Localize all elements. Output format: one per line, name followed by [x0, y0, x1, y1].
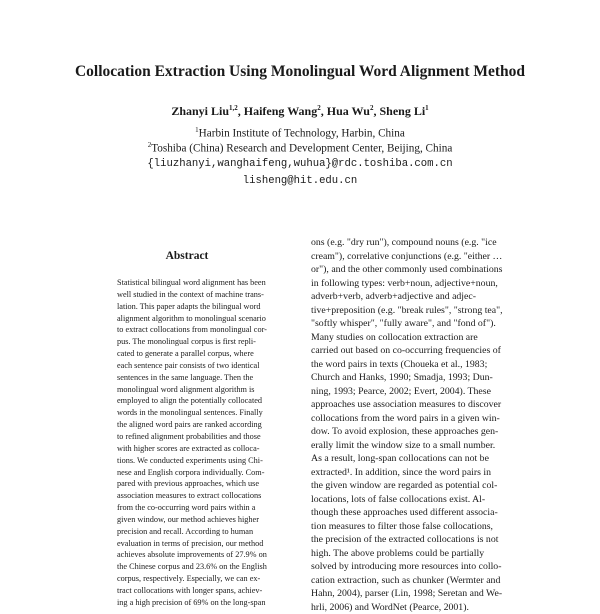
affiliation-text: Harbin Institute of Technology, Harbin, China — [199, 128, 405, 140]
body-text-line: hrli, 2006) and WordNet (Pearce, 2001). — [311, 601, 483, 614]
abstract-line: words in the monolingual sentences. Finally — [117, 407, 279, 419]
abstract-line: monolingual word alignment algorithm is — [117, 384, 279, 396]
abstract-line: the Chinese corpus and 23.6% on the English — [117, 561, 279, 573]
body-text-line: extracted¹. In addition, since the word pairs in — [311, 466, 483, 480]
author-affiliation-marker: 1 — [425, 104, 429, 112]
body-text-line: approaches use association measures to discover — [311, 398, 483, 412]
body-text-line: the given window are regarded as potential col- — [311, 479, 483, 493]
author-affiliation-marker: 2 — [370, 104, 374, 112]
abstract-line: ing a high precision of 69% on the long-span — [117, 597, 279, 609]
body-text-line: cream"), correlative conjunctions (e.g. "either … — [311, 250, 483, 264]
abstract-line: each sentence pair consists of two identical — [117, 360, 279, 372]
affiliation-text: Toshiba (China) Research and Development Center, Beijing, China — [151, 143, 452, 155]
body-text-line: ning, 1993; Pearce, 2002; Evert, 2004). These — [311, 385, 483, 399]
body-text-line: carried out based on co-occurring frequencies of — [311, 344, 483, 358]
affiliation-marker: 2 — [148, 141, 152, 149]
abstract-line: achieves absolute improvements of 27.9% on — [117, 549, 279, 561]
author-name: Zhanyi Liu — [171, 104, 229, 118]
body-text-line: the word pairs in texts (Choueka et al., 1983; — [311, 358, 483, 372]
abstract-line: precision and recall. According to human — [117, 526, 279, 538]
paper-title: Collocation Extraction Using Monolingual Word Alignment Method — [0, 63, 600, 81]
abstract-line: from the co-occurring word pairs within a — [117, 502, 279, 514]
body-text-line: high. The above problems could be partially — [311, 547, 483, 561]
body-text-line: solved by introducing more resources into collo- — [311, 560, 483, 574]
email-line: lisheng@hit.edu.cn — [0, 175, 600, 187]
body-text-line: collocations from the word pairs in a given win- — [311, 412, 483, 426]
body-text-line: locations, lots of false collocations exist. Al- — [311, 493, 483, 507]
author-affiliation-marker: 1,2 — [229, 104, 238, 112]
abstract-heading: Abstract — [132, 250, 242, 262]
abstract-line: the aligned word pairs are ranked according — [117, 419, 279, 431]
body-text-line: erally limit the window size to a small number. — [311, 439, 483, 453]
affiliation — [0, 141, 600, 155]
author-list: Zhanyi Liu$^{1,2}$, Haifeng Wang$^2$, Hua Wu$^2$, Sheng Li$^1$ — [0, 104, 600, 119]
abstract-column — [117, 277, 279, 609]
abstract-line: tract collocations with longer spans, achiev- — [117, 585, 279, 597]
body-text-line: Many studies on collocation extraction are — [311, 331, 483, 345]
author-name: Sheng Li — [379, 104, 425, 118]
body-text-line: ons (e.g. "dry run"), compound nouns (e.g. "ice — [311, 236, 483, 250]
body-text-line: As a result, long-span collocations can not be — [311, 452, 483, 466]
body-text-line: the precision of the extracted collocations is not — [311, 533, 483, 547]
abstract-line: nese and English corpora individually. Com- — [117, 467, 279, 479]
abstract-line: evaluation in terms of precision, our method — [117, 538, 279, 550]
abstract-line: given window, our method achieves higher — [117, 514, 279, 526]
abstract-line: tions. We conducted experiments using Chi- — [117, 455, 279, 467]
abstract-line: alignment algorithm to monolingual scenario — [117, 313, 279, 325]
abstract-line: pared with previous approaches, which use — [117, 478, 279, 490]
abstract-line: to extract collocations from monolingual cor- — [117, 324, 279, 336]
body-column — [311, 236, 483, 614]
abstract-line: well studied in the context of machine trans- — [117, 289, 279, 301]
abstract-line: Statistical bilingual word alignment has been — [117, 277, 279, 289]
abstract-line: to refined alignment probabilities and those — [117, 431, 279, 443]
abstract-line: with higher scores are extracted as colloca- — [117, 443, 279, 455]
body-text-line: tion measures to filter those false collocations, — [311, 520, 483, 534]
author-name: Hua Wu — [327, 104, 370, 118]
abstract-line: sentences in the same language. Then the — [117, 372, 279, 384]
body-text-line: tive+preposition (e.g. "break rules", "strong tea", — [311, 304, 483, 318]
abstract-line: lation. This paper adapts the bilingual word — [117, 301, 279, 313]
affiliation — [0, 126, 600, 140]
abstract-line: corpus, respectively. Especially, we can ex- — [117, 573, 279, 585]
body-text-line: though these approaches used different associa- — [311, 506, 483, 520]
body-text-line: "softly whisper", "fully aware", and "fond of"). — [311, 317, 483, 331]
author-name: Haifeng Wang — [244, 104, 317, 118]
abstract-line: pus. The monolingual corpus is first repli- — [117, 336, 279, 348]
abstract-line: employed to align the potentially collocated — [117, 395, 279, 407]
abstract-line: cated to generate a parallel corpus, where — [117, 348, 279, 360]
body-text-line: Church and Hanks, 1990; Smadja, 1993; Dun- — [311, 371, 483, 385]
affiliation-marker: 1 — [195, 126, 199, 134]
body-text-line: Hahn, 2004), parser (Lin, 1998; Seretan and We- — [311, 587, 483, 601]
abstract-line: association measures to extract collocations — [117, 490, 279, 502]
body-text-line: cation extraction, such as chunker (Wermter and — [311, 574, 483, 588]
body-text-line: or"), and the other commonly used combinations — [311, 263, 483, 277]
body-text-line: dow. To avoid explosion, these approaches gen- — [311, 425, 483, 439]
author-affiliation-marker: 2 — [317, 104, 321, 112]
body-text-line: adverb+verb, adverb+adjective and adjec- — [311, 290, 483, 304]
email-line: {liuzhanyi,wanghaifeng,wuhua}@rdc.toshiba.com.cn — [0, 158, 600, 170]
body-text-line: in following types: verb+noun, adjective+noun, — [311, 277, 483, 291]
